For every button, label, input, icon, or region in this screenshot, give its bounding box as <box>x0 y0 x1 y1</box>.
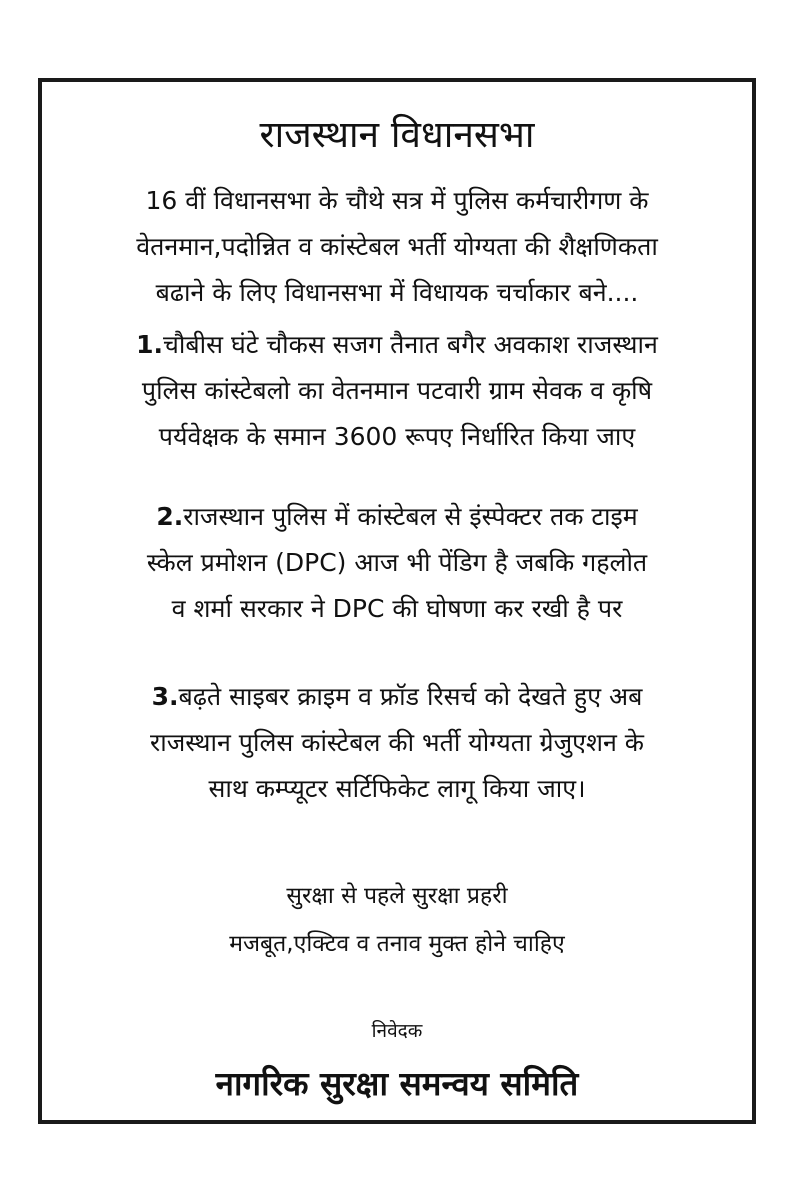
intro-line: बढाने के लिए विधानसभा में विधायक चर्चाकार बने.... <box>155 278 639 307</box>
point-text: बढ़ते साइबर क्राइम व फ्रॉड रिसर्च को देखते हुए अब <box>178 682 643 711</box>
slogan-line: सुरक्षा से पहले सुरक्षा प्रहरी <box>286 883 508 909</box>
point-line: व शर्मा सरकार ने DPC की घोषणा कर रखी है पर <box>171 594 623 623</box>
demand-point-1 <box>48 322 746 460</box>
intro-line: वेतनमान,पदोन्नित व कांस्टेबल भर्ती योग्यता की शैक्षणिकता <box>136 232 658 261</box>
nivedak-label: निवेदक <box>371 1020 423 1042</box>
point-number: 3. <box>151 682 179 711</box>
point-line: राजस्थान पुलिस कांस्टेबल की भर्ती योग्यता ग्रेजुएशन के <box>150 728 644 757</box>
point-number: 1. <box>136 330 163 359</box>
demand-point-3 <box>48 674 746 812</box>
point-text: राजस्थान पुलिस में कांस्टेबल से इंस्पेक्टर तक टाइम <box>183 502 638 531</box>
point-text: चौबीस घंटे चौकस सजग तैनात बगैर अवकाश राजस्थान <box>163 330 658 359</box>
slogan-line: मजबूत,एक्टिव व तनाव मुक्त होने चाहिए <box>229 931 565 957</box>
intro-line: 16 वीं विधानसभा के चौथे सत्र में पुलिस कर्मचारीगण के <box>145 186 649 215</box>
point-line: स्केल प्रमोशन (DPC) आज भी पेंडिग है जबकि गहलोत <box>146 548 648 577</box>
notice-frame <box>38 78 756 1124</box>
demand-point-2 <box>48 494 746 632</box>
point-line: साथ कम्प्यूटर सर्टिफिकेट लागू किया जाए। <box>208 774 586 803</box>
point-line <box>48 494 746 540</box>
point-line <box>48 674 746 720</box>
notice-title: राजस्थान विधानसभा <box>259 113 535 156</box>
point-number: 2. <box>156 502 184 531</box>
point-line: पुलिस कांस्टेबलो का वेतनमान पटवारी ग्राम सेवक व कृषि <box>141 376 653 405</box>
intro-paragraph <box>52 178 742 316</box>
slogan <box>42 872 752 968</box>
point-line: पर्यवेक्षक के समान 3600 रूपए निर्धारित किया जाए <box>158 422 636 451</box>
organization-name: नागरिक सुरक्षा समन्वय समिति <box>215 1064 579 1103</box>
point-line <box>48 322 746 368</box>
notice-content <box>42 82 752 1120</box>
